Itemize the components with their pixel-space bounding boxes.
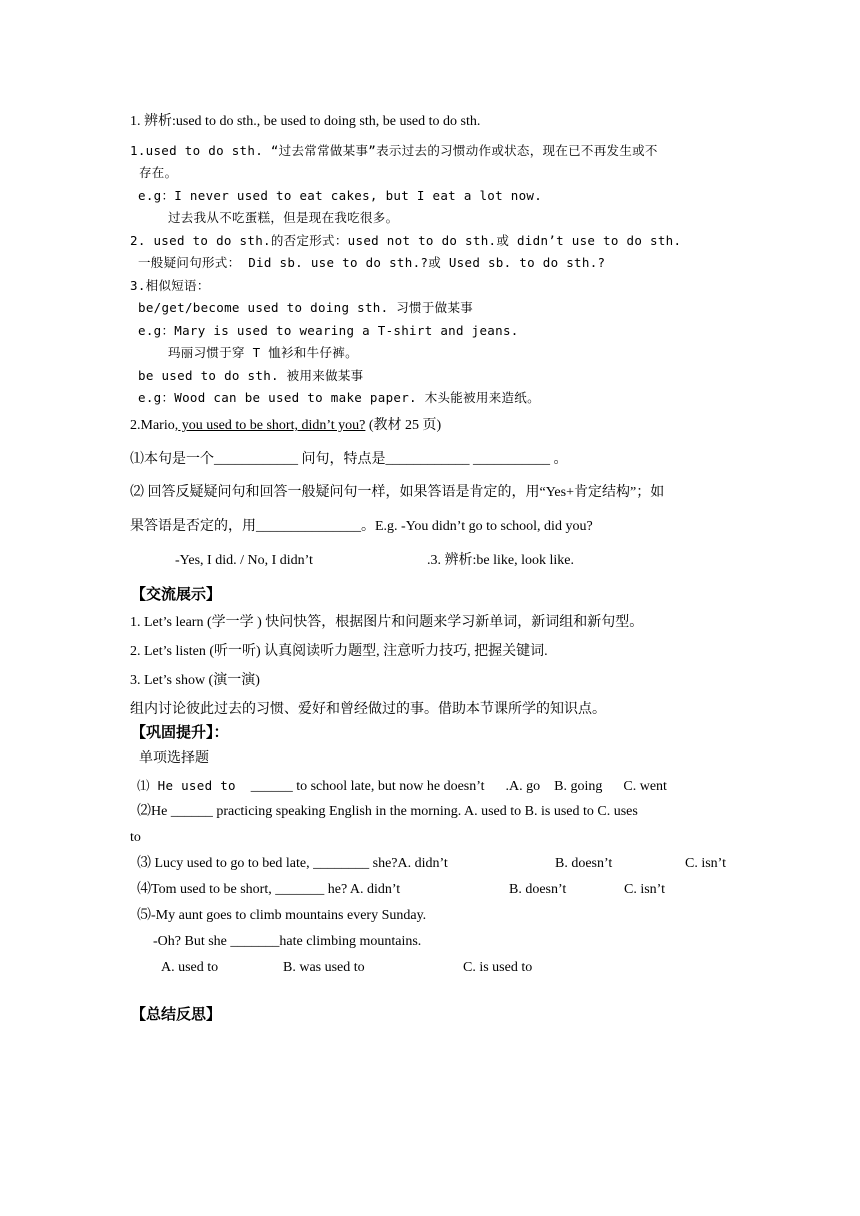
- exchange-item-discuss: 组内讨论彼此过去的习惯、爱好和曾经做过的事。借助本节课所学的知识点。: [130, 702, 606, 717]
- analysis-title: 1. 辨析:used to do sth., be used to doing sth, be used to do sth.: [130, 114, 481, 129]
- example1-english: e.g：I never used to eat cakes, but I eat a lot now.: [138, 188, 543, 203]
- exercise-question-5-option-b: B. was used to: [283, 960, 365, 975]
- phrase-be-used-to-do: be used to do sth. 被用来做某事: [138, 368, 364, 383]
- consolidate-heading: 【巩固提升】：: [131, 723, 229, 741]
- exercise-question-3-option-b: B. doesn’t: [555, 856, 613, 871]
- exchange-item-listen: 2. Let’s listen (听一听) 认真阅读听力题型, 注意听力技巧, 把握关键词.: [130, 644, 548, 659]
- phrase-be-used-to-doing: be/get/become used to doing sth. 习惯于做某事: [138, 300, 474, 315]
- exercise-question-5: ⑸-My aunt goes to climb mountains every Sunday.: [137, 908, 427, 923]
- sentence2-answer: -Yes, I did. / No, I didn’t: [175, 553, 313, 568]
- analysis-point1-line2: 存在。: [139, 165, 178, 180]
- analysis-item3: .3. 辨析:be like, look like.: [427, 553, 574, 568]
- sentence2-question2-line2: 果答语是否定的，用_______________。E.g. -You didn’t go to school, did you?: [130, 519, 593, 534]
- exercise-question-5-option-a: A. used to: [161, 960, 219, 975]
- example2-chinese: 玛丽习惯于穿 T 恤衫和牛仔裤。: [168, 345, 358, 360]
- sentence2-prefix: 2.Mario,: [130, 418, 179, 433]
- exercise-question-3: ⑶ Lucy used to go to bed late, ________ she?A. didn’t: [137, 856, 448, 871]
- sentence2-question2-line1: ⑵ 回答反疑疑问句和回答一般疑问句一样，如果答语是肯定的，用“Yes+肯定结构”；如: [130, 485, 665, 500]
- analysis-point2: 2. used to do sth.的否定形式：used not to do sth.或 didn’t use to do sth.: [130, 233, 682, 248]
- exercise-question-4-option-c: C. isn’t: [624, 882, 665, 897]
- exchange-item-show: 3. Let’s show (演一演): [130, 673, 260, 688]
- exercise-question-2: ⑵He ______ practicing speaking English in the morning. A. used to B. is used to C. uses: [137, 804, 638, 819]
- exercise-question-1-start: ⑴ He used to: [137, 778, 244, 793]
- summary-heading: 【总结反思】: [131, 1005, 222, 1023]
- exercise-question-4-option-b: B. doesn’t: [509, 882, 567, 897]
- exercise-question-2-wrap: to: [130, 830, 141, 845]
- exercise-question-1: [137, 777, 667, 796]
- exercise-question-4: ⑷Tom used to be short, _______ he? A. didn’t: [137, 882, 401, 897]
- example2-english: e.g：Mary is used to wearing a T-shirt and jeans.: [138, 323, 519, 338]
- consolidate-subheading: 单项选择题: [139, 751, 209, 766]
- exercise-question-5-option-c: C. is used to: [463, 960, 533, 975]
- analysis-point3: 3.相似短语：: [130, 278, 210, 293]
- sentence2-question1: ⑴本句是一个____________ 问句，特点是____________ ___________ 。: [130, 452, 568, 467]
- exercise-question-3-option-c: C. isn’t: [685, 856, 726, 871]
- analysis-point2-question: 一般疑问句形式： Did sb. use to do sth.?或 Used sb. to do sth.?: [138, 255, 606, 270]
- exercise-question-1-rest: ______ to school late, but now he doesn’t .A. go B. going C. went: [243, 779, 667, 794]
- example1-chinese: 过去我从不吃蛋糕，但是现在我吃很多。: [168, 210, 399, 225]
- analysis-point1-line1: 1.used to do sth. “过去常常做某事”表示过去的习惯动作或状态，现在已不再发生或不: [130, 143, 658, 158]
- sentence2-suffix: (教材 25 页): [365, 418, 442, 433]
- sentence2-underlined: you used to be short, didn’t you?: [178, 418, 366, 433]
- example3: e.g：Wood can be used to make paper. 木头能被用来造纸。: [138, 390, 540, 405]
- exercise-question-5-reply: -Oh? But she _______hate climbing mountains.: [153, 934, 422, 949]
- sentence2-line: [130, 417, 441, 435]
- exchange-heading: 【交流展示】: [131, 585, 222, 603]
- exchange-item-learn: 1. Let’s learn (学一学 ) 快问快答，根据图片和问题来学习新单词，新词组和新句型。: [130, 615, 644, 630]
